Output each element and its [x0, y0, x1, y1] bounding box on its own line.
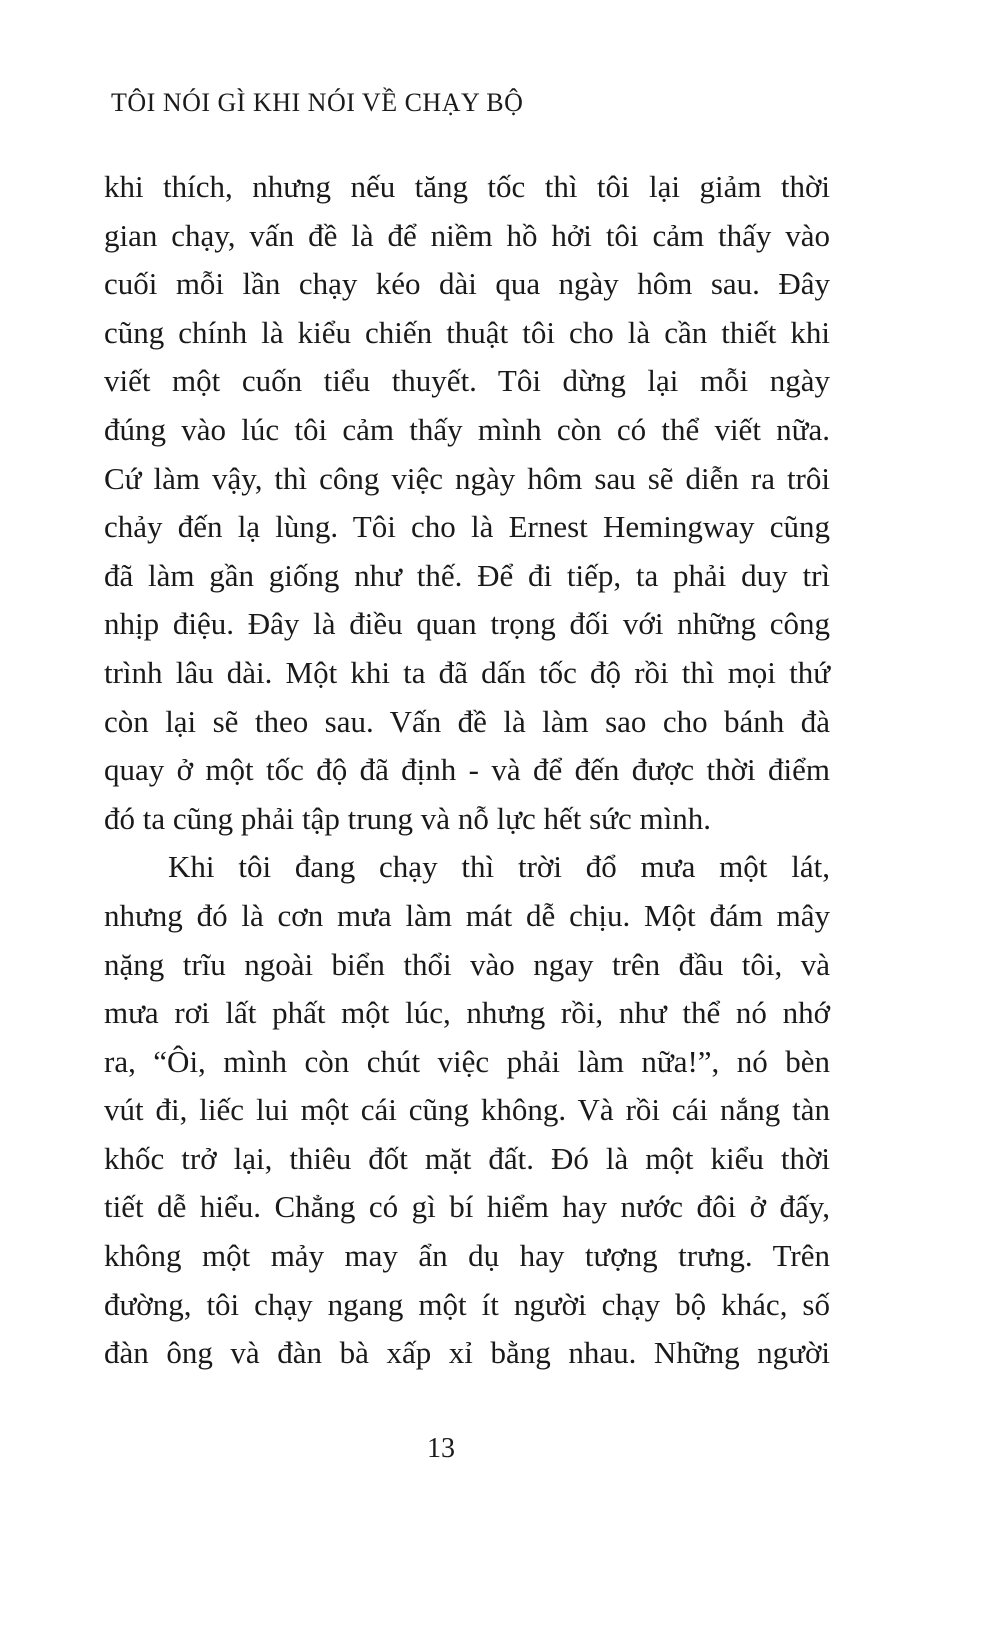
text-line: nhưng đó là cơn mưa làm mát dễ chịu. Một đám mây	[104, 897, 830, 933]
text-line: Khi tôi đang chạy thì trời đổ mưa một lát,	[168, 849, 830, 885]
text-line: gian chạy, vấn đề là để niềm hồ hởi tôi cảm thấy vào	[104, 217, 830, 253]
text-line: vút đi, liếc lui một cái cũng không. Và rồi cái nắng tàn	[104, 1092, 830, 1128]
paragraph-1	[104, 163, 830, 843]
text-line: nhịp điệu. Đây là điều quan trọng đối với những công	[104, 606, 830, 642]
text-line: đường, tôi chạy ngang một ít người chạy bộ khác, số	[104, 1286, 830, 1322]
text-line: khi thích, nhưng nếu tăng tốc thì tôi lại giảm thời	[104, 169, 830, 204]
body-text	[104, 163, 830, 1378]
running-head-title: TÔI NÓI GÌ KHI NÓI VỀ CHẠY BỘ	[111, 88, 524, 117]
text-line: đã làm gần giống như thế. Để đi tiếp, ta phải duy trì	[104, 557, 830, 593]
text-line: chảy đến lạ lùng. Tôi cho là Ernest Hemingway cũng	[104, 509, 830, 545]
text-line: cũng chính là kiểu chiến thuật tôi cho là cần thiết khi	[104, 314, 830, 350]
page-number: 13	[427, 1433, 455, 1464]
text-line: ra, “Ôi, mình còn chút việc phải làm nữa!”, nó bèn	[104, 1043, 830, 1079]
text-line: còn lại sẽ theo sau. Vấn đề là làm sao cho bánh đà	[104, 703, 830, 739]
text-line: tiết dễ hiểu. Chẳng có gì bí hiểm hay nước đôi ở đấy,	[104, 1189, 830, 1225]
text-line: trình lâu dài. Một khi ta đã dấn tốc độ rồi thì mọi thứ	[104, 654, 830, 690]
text-line: khốc trở lại, thiêu đốt mặt đất. Đó là một kiểu thời	[104, 1140, 830, 1176]
text-line: không một mảy may ẩn dụ hay tượng trưng. Trên	[104, 1238, 830, 1274]
text-line: cuối mỗi lần chạy kéo dài qua ngày hôm sau. Đây	[104, 266, 830, 302]
paragraph-2	[104, 843, 830, 1378]
text-line: viết một cuốn tiểu thuyết. Tôi dừng lại mỗi ngày	[104, 363, 830, 399]
text-line: quay ở một tốc độ đã định - và để đến được thời điểm	[104, 752, 830, 788]
text-line: đó ta cũng phải tập trung và nỗ lực hết sức mình.	[104, 800, 711, 836]
text-line: đàn ông và đàn bà xấp xỉ bằng nhau. Những người	[104, 1335, 830, 1371]
text-line: mưa rơi lất phất một lúc, nhưng rồi, như thể nó nhớ	[104, 995, 830, 1031]
text-line: nặng trĩu ngoài biển thổi vào ngay trên đầu tôi, và	[104, 946, 830, 982]
text-line: đúng vào lúc tôi cảm thấy mình còn có thể viết nữa.	[104, 411, 830, 447]
text-line: Cứ làm vậy, thì công việc ngày hôm sau sẽ diễn ra trôi	[104, 460, 830, 496]
